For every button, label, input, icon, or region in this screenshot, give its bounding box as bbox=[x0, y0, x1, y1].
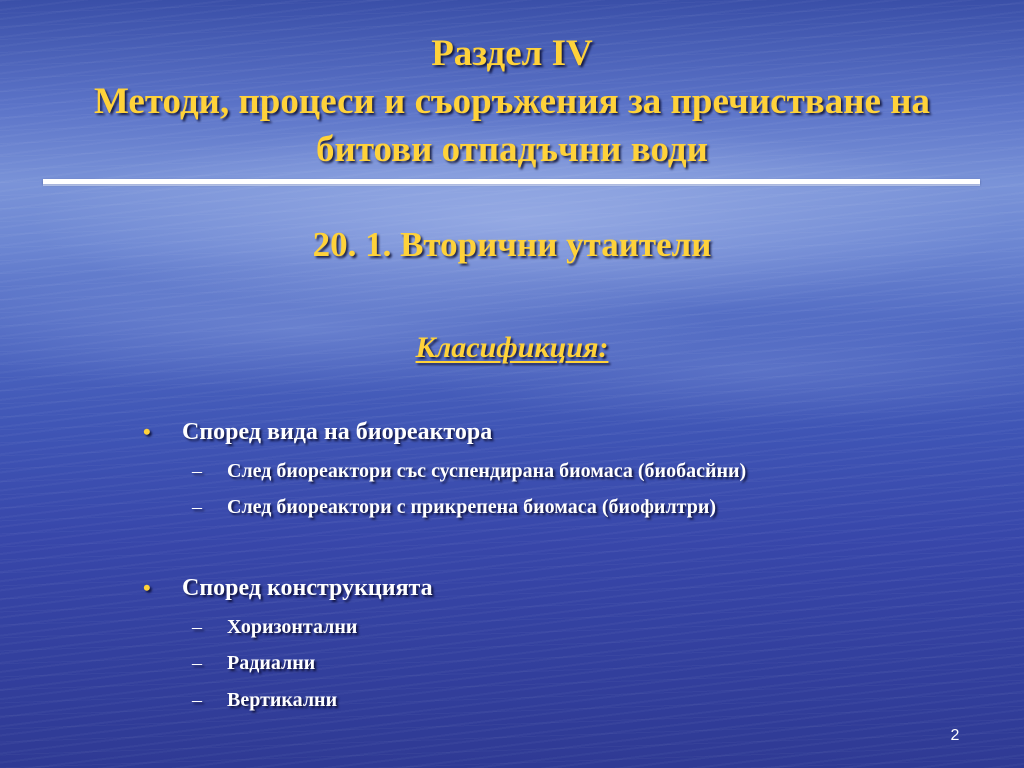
slide-page-number: 2 bbox=[950, 727, 960, 744]
title-line-methods: Методи, процеси и съоръжения за пречистване на bbox=[93, 81, 931, 122]
dash-icon: – bbox=[192, 689, 202, 711]
sub-item-radial bbox=[192, 650, 315, 676]
bullet-item-label: Според вида на биореактора bbox=[182, 419, 493, 445]
classification-heading-text: Класификция: bbox=[415, 331, 609, 364]
slide-subtitle: 20. 1. Вторични утаители bbox=[312, 225, 712, 264]
bullet-item-bioreactor-type bbox=[143, 417, 492, 447]
dash-icon: – bbox=[192, 460, 202, 482]
bullet-item-label: Според конструкцията bbox=[182, 575, 433, 601]
sub-item-label: След биореактори със суспендирана биомаса (биобасйни) bbox=[227, 460, 747, 482]
title-divider bbox=[43, 179, 980, 184]
bullet-item-construction bbox=[143, 573, 433, 603]
sub-item-label: Вертикални bbox=[227, 689, 338, 711]
sub-item-suspended-biomass bbox=[192, 458, 746, 484]
sub-item-horizontal bbox=[192, 614, 357, 640]
dash-icon: – bbox=[192, 652, 202, 674]
title-line-waters: битови отпадъчни води bbox=[316, 129, 708, 170]
bullet-icon: • bbox=[143, 419, 151, 444]
classification-heading bbox=[40, 328, 984, 368]
bullet-icon: • bbox=[143, 575, 151, 600]
title-line-section: Раздел IV bbox=[431, 33, 593, 74]
slide-title bbox=[40, 30, 984, 174]
dash-icon: – bbox=[192, 496, 202, 518]
dash-icon: – bbox=[192, 616, 202, 638]
sub-item-vertical bbox=[192, 687, 337, 713]
sub-item-label: Радиални bbox=[227, 652, 316, 674]
sub-item-label: Хоризонтални bbox=[227, 616, 358, 638]
sub-item-label: След биореактори с прикрепена биомаса (биофилтри) bbox=[227, 496, 717, 518]
sub-item-attached-biomass bbox=[192, 494, 716, 520]
